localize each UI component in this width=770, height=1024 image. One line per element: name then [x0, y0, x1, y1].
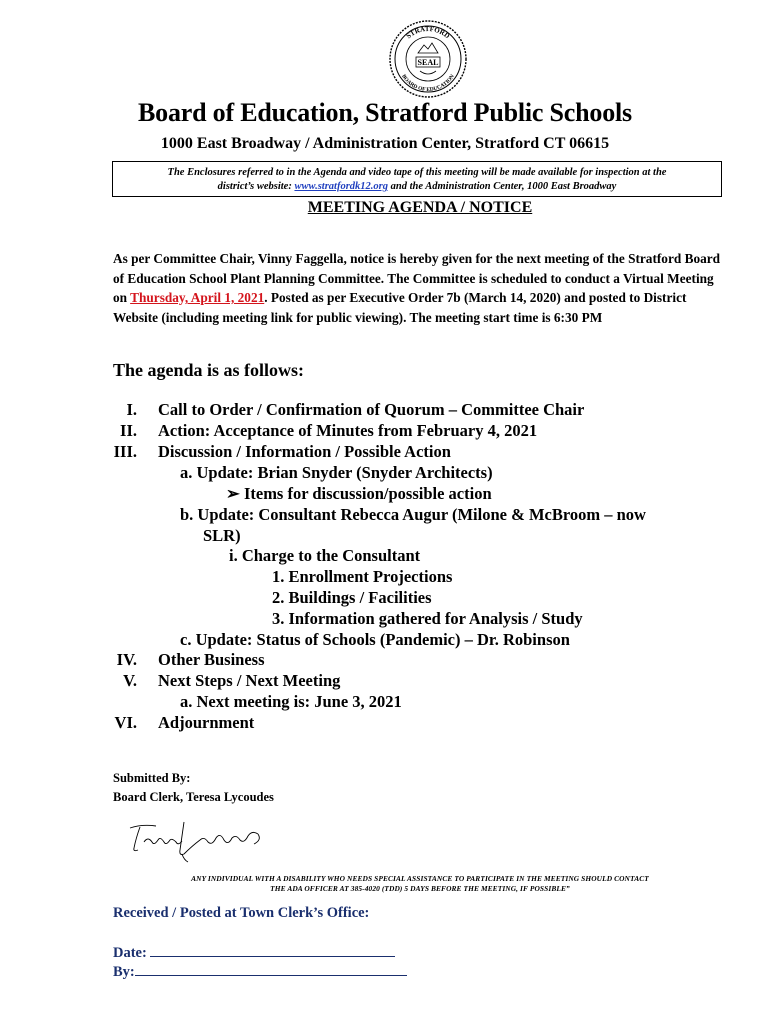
page-address: 1000 East Broadway / Administration Center, Stratford CT 06615: [160, 135, 610, 152]
ada-disclaimer-line-2: THE ADA OFFICER AT 385-4020 (TDD) 5 DAYS BEFORE THE MEETING, IF POSSIBLE”: [270, 884, 570, 893]
ada-disclaimer-line-1: ANY INDIVIDUAL WITH A DISABILITY WHO NEEDS SPECIAL ASSISTANCE TO PARTICIPATE IN THE MEETING SHOULD CONTACT: [191, 874, 649, 883]
notice-paragraph-part1: As per Committee Chair, Vinny Faggella, notice is hereby given for the next meeting of the Stratford Board of Education School Plant Planning Committee. The Committee is scheduled to conduct a Virtual Meeting on: [113, 251, 721, 305]
agenda-item: Action: Acceptance of Minutes from February 4, 2021: [158, 421, 538, 440]
agenda-number: I.: [126, 400, 137, 419]
notice-paragraph-part2: . Posted as per Executive Order 7b (March 14, 2020) and posted to District Website (including meeting link for public viewing). The meeting start time is 6:30 PM: [113, 290, 687, 325]
district-website-link[interactable]: www.stratfordk12.org: [294, 181, 388, 192]
submitted-block: [113, 769, 274, 807]
agenda-subitem: c. Update: Status of Schools (Pandemic) – Dr. Robinson: [180, 630, 570, 649]
agenda-item: Call to Order / Confirmation of Quorum – Committee Chair: [158, 400, 585, 419]
agenda-numbered-item: 3. Information gathered for Analysis / Study: [272, 609, 583, 628]
date-line: [113, 942, 395, 962]
ada-disclaimer: [150, 874, 690, 894]
notice-heading: MEETING AGENDA / NOTICE: [307, 199, 533, 216]
enclosure-line-2: [113, 180, 721, 194]
agenda-bullet-text: Items for discussion/possible action: [243, 484, 492, 503]
agenda-subitem: a. Next meeting is: June 3, 2021: [180, 692, 402, 711]
date-label: Date:: [113, 945, 151, 961]
date-blank[interactable]: [150, 942, 395, 957]
agenda-item: Other Business: [158, 650, 265, 669]
enclosure-line-2-start: district’s website:: [217, 181, 295, 192]
agenda-number: IV.: [116, 650, 137, 669]
by-label: By:: [113, 964, 135, 980]
agenda-intro: The agenda is as follows:: [113, 360, 305, 380]
agenda-number: VI.: [114, 713, 137, 732]
agenda-number: V.: [123, 671, 137, 690]
seal-ring-top: STRATFORD: [404, 24, 452, 41]
agenda-item: Next Steps / Next Meeting: [158, 671, 341, 690]
notice-paragraph: [113, 249, 723, 327]
agenda-number: III.: [113, 442, 137, 461]
agenda-subitem: b. Update: Consultant Rebecca Augur (Milone & McBroom – now: [180, 505, 646, 524]
agenda-subsubitem: i. Charge to the Consultant: [229, 546, 421, 565]
stratford-seal-icon: [388, 19, 468, 99]
enclosure-line-1: The Enclosures referred to in the Agenda and video tape of this meeting will be made available for inspection at the: [167, 167, 667, 178]
agenda-bullet-item: [226, 484, 492, 504]
enclosure-line-2-end: and the Administration Center, 1000 East Broadway: [388, 181, 617, 192]
seal-ring-bottom: BOARD OF EDUCATION: [400, 73, 456, 94]
svg-text:BOARD OF EDUCATION: [400, 74, 456, 93]
agenda-numbered-item: 2. Buildings / Facilities: [272, 588, 432, 607]
received-posted-label: Received / Posted at Town Clerk’s Office:: [113, 905, 370, 921]
meeting-date: Thursday, April 1, 2021: [130, 290, 265, 305]
signature-image: [122, 816, 272, 866]
board-clerk-name: Board Clerk, Teresa Lycoudes: [113, 790, 274, 804]
seal-center-text: SEAL: [417, 58, 439, 67]
arrow-bullet-icon: ➢: [226, 484, 244, 503]
agenda-subitem: a. Update: Brian Snyder (Snyder Architects): [180, 463, 493, 482]
agenda-item: Adjournment: [158, 713, 255, 732]
submitted-by-label: Submitted By:: [113, 771, 191, 785]
agenda-number: II.: [120, 421, 137, 440]
agenda-numbered-item: 1. Enrollment Projections: [272, 567, 453, 586]
enclosure-notice-box: [112, 161, 722, 197]
svg-text:STRATFORD: [405, 25, 451, 40]
agenda-item: Discussion / Information / Possible Action: [158, 442, 451, 461]
agenda-subitem-cont: SLR): [203, 526, 241, 545]
by-line: [113, 961, 407, 981]
by-blank[interactable]: [135, 961, 407, 976]
page-title: Board of Education, Stratford Public Schools: [138, 98, 632, 127]
